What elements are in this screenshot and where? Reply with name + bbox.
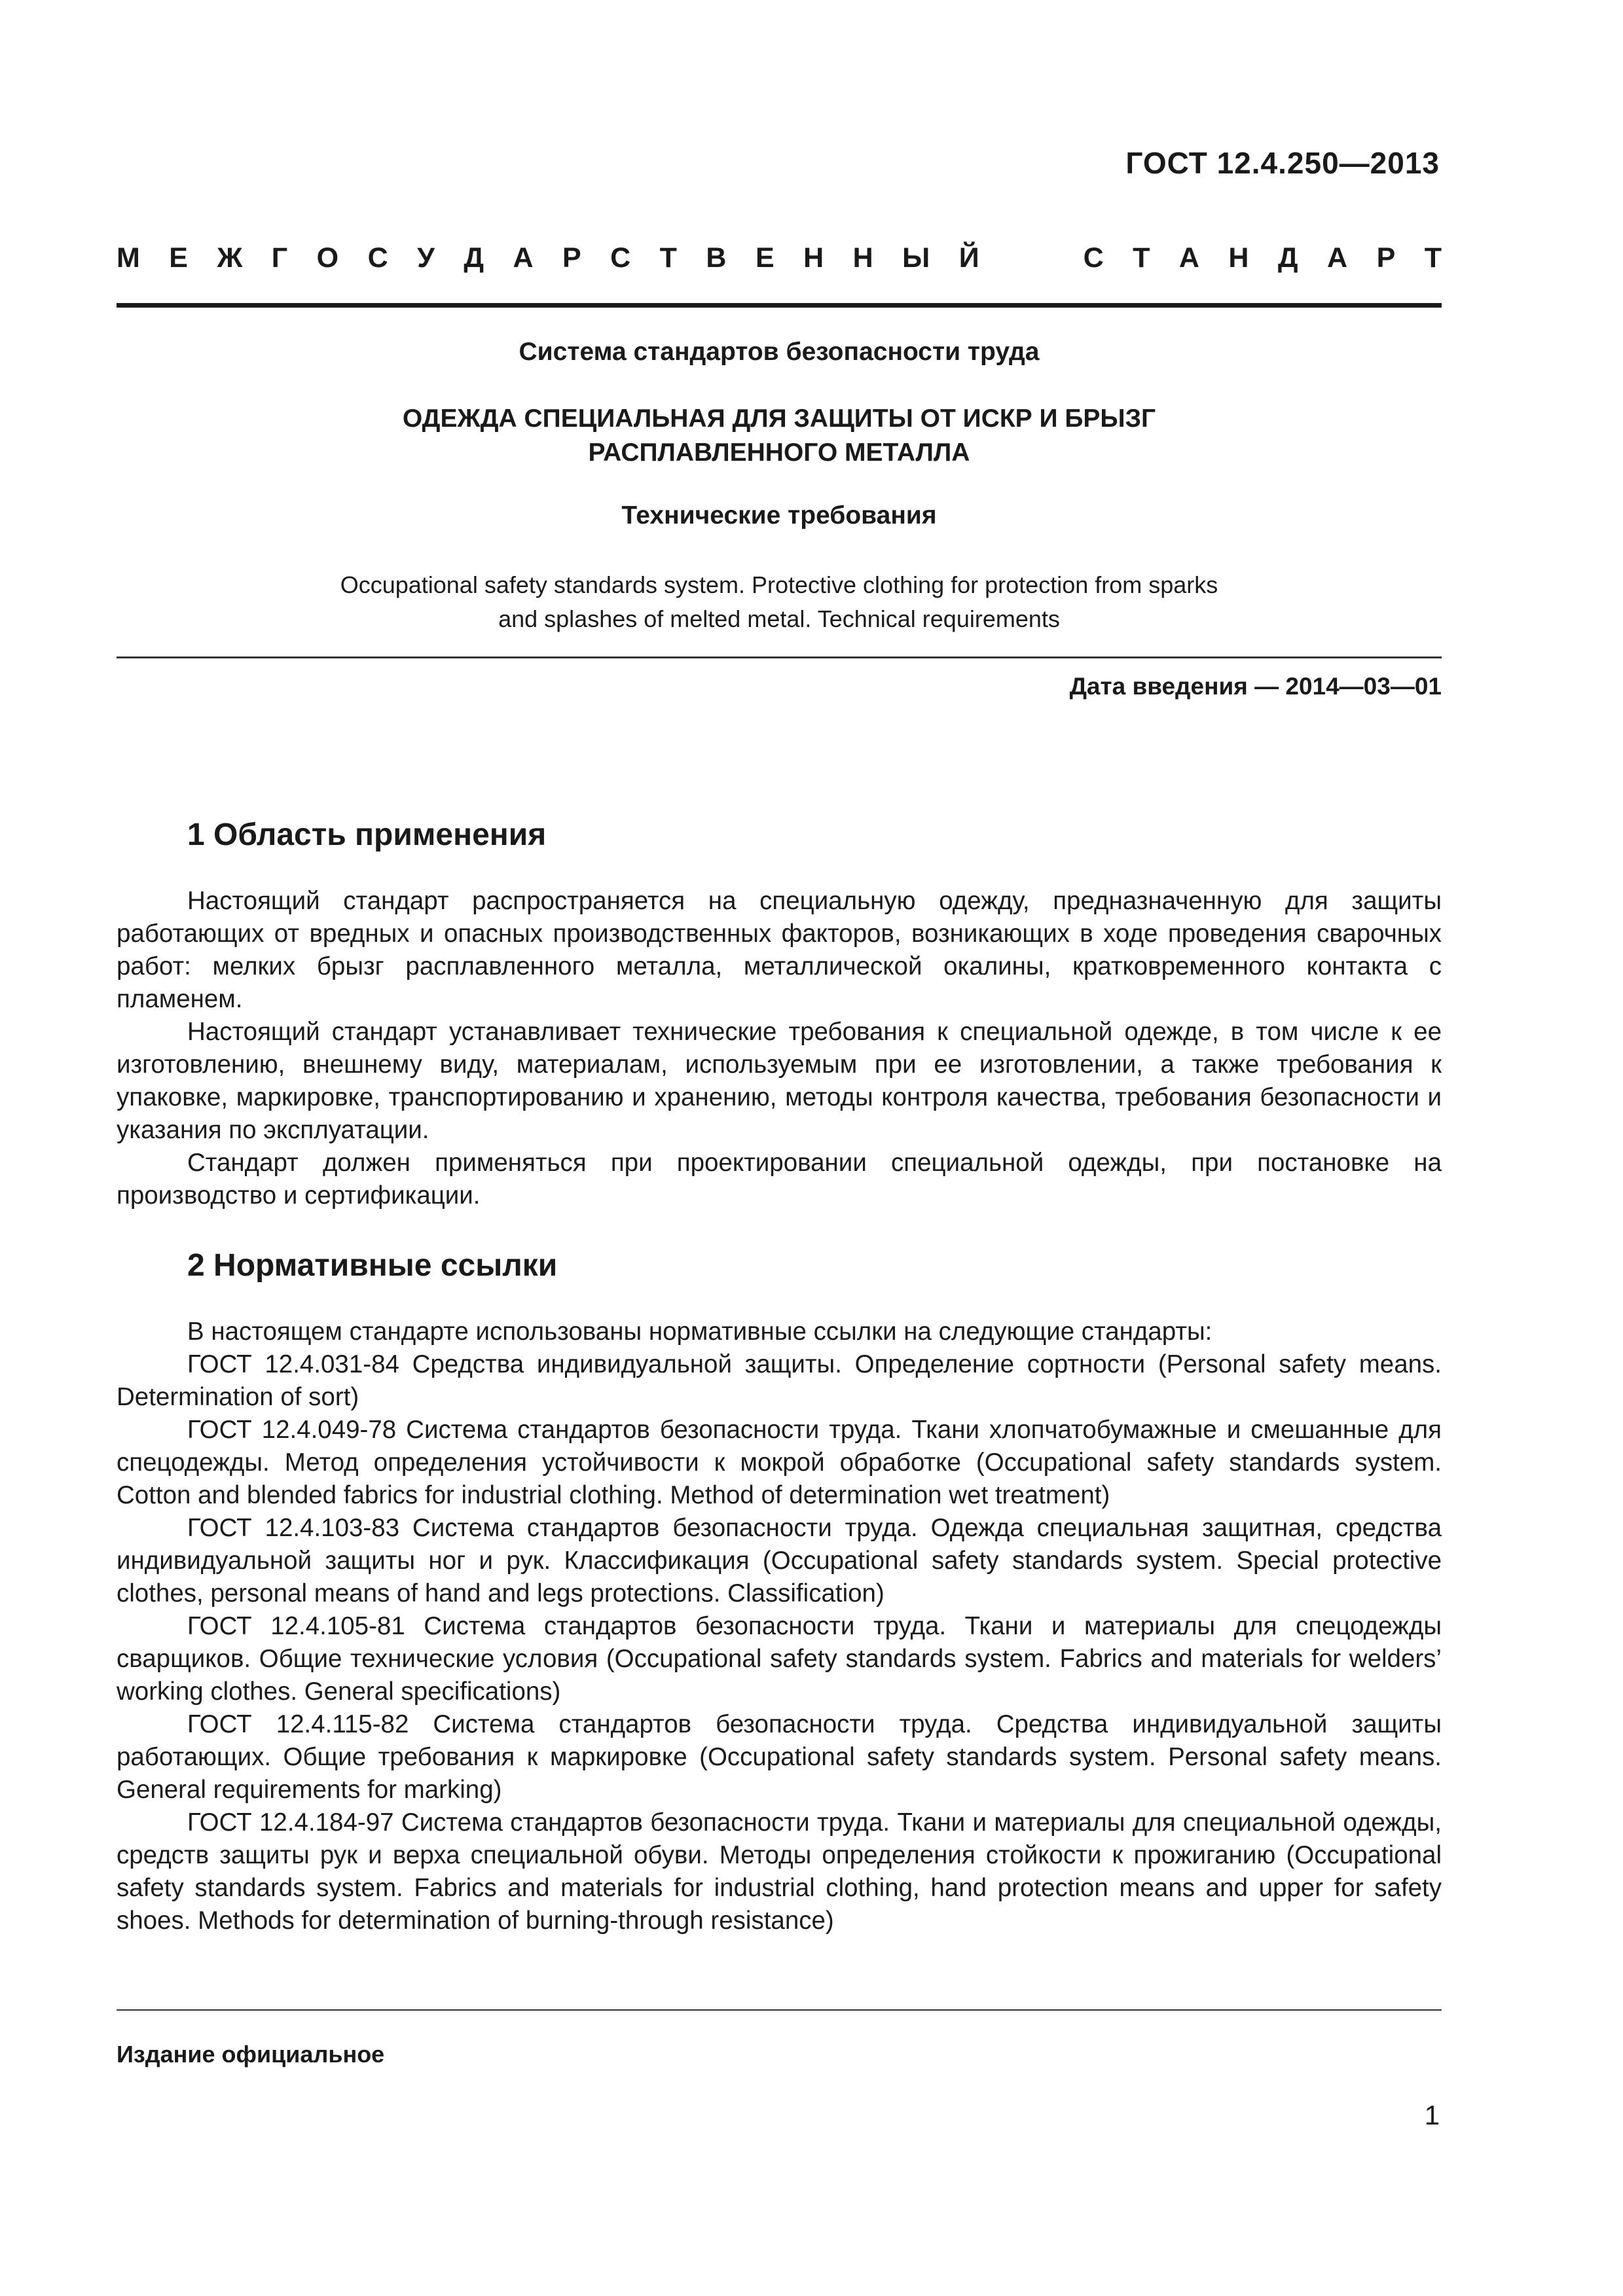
document-subtitle: Технические требования <box>621 501 937 529</box>
section-heading: 2 Нормативные ссылки <box>187 1248 558 1283</box>
title-line: РАСПЛАВЛЕННОГО МЕТАЛЛА <box>588 439 970 467</box>
english-title <box>117 568 1442 636</box>
standard-type-letter: С <box>367 242 388 274</box>
document-number: ГОСТ 12.4.250—2013 <box>1125 146 1440 180</box>
standard-type-letter: Н <box>803 242 824 274</box>
paragraph: В настоящем стандарте использованы нормативные ссылки на следующие стандарты: <box>187 1318 1213 1346</box>
standard-type-letter: В <box>706 242 727 274</box>
standard-type-letter: М <box>117 242 140 274</box>
reference-item: ГОСТ 12.4.031-84 Средства индивидуальной защиты. Определение сортности (Personal safety means. Determination of sort) <box>117 1350 1442 1411</box>
standard-type-letter: Д <box>1277 242 1298 274</box>
standard-type-letter: Т <box>659 242 677 274</box>
standard-type-letter: А <box>1327 242 1348 274</box>
english-title-line: and splashes of melted metal. Technical requirements <box>498 605 1060 632</box>
document-title <box>117 402 1442 470</box>
paragraph: Стандарт должен применяться при проектировании специальной одежды, при постановке на производство и сертификации. <box>117 1149 1442 1210</box>
section-heading: 1 Область применения <box>187 817 547 852</box>
standard-type-heading <box>117 242 1442 274</box>
section-body <box>117 885 1442 1212</box>
title-line: ОДЕЖДА СПЕЦИАЛЬНАЯ ДЛЯ ЗАЩИТЫ ОТ ИСКР И БРЫЗГ <box>402 404 1156 433</box>
standard-type-letter: Т <box>1424 242 1442 274</box>
standard-type-letter: А <box>513 242 534 274</box>
standard-type-letter: У <box>417 242 435 274</box>
standard-type-letter: Н <box>852 242 873 274</box>
title-divider <box>117 656 1442 658</box>
standard-type-letter: С <box>1083 242 1104 274</box>
word-gap <box>1008 242 1054 274</box>
paragraph: Настоящий стандарт устанавливает технические требования к специальной одежде, в том числе к ее изготовлению, внешнему виду, материалам, используемым при ее изготовлении, а также требования к упаковке, маркировке, транспортированию и хранению, методы контроля качества, требования безопасности и указания по эксплуатации. <box>117 1018 1442 1144</box>
english-title-line: Occupational safety standards system. Protective clothing for protection from sparks <box>340 571 1218 598</box>
reference-item: ГОСТ 12.4.115-82 Система стандартов безопасности труда. Средства индивидуальной защиты работающих. Общие требования к маркировке (Occupational safety standards system. Personal safety means. General requirements for marking) <box>117 1710 1442 1804</box>
reference-item: ГОСТ 12.4.105-81 Система стандартов безопасности труда. Ткани и материалы для спецодежды сварщиков. Общие технические условия (Occupational safety standards system. Fabrics and materials for welders’ working clothes. General specifications) <box>117 1612 1442 1706</box>
standard-type-letter: А <box>1178 242 1199 274</box>
standard-type-letter: С <box>610 242 631 274</box>
section-body <box>117 1316 1442 1937</box>
introduction-date: Дата введения — 2014—03—01 <box>1069 673 1442 700</box>
reference-item: ГОСТ 12.4.103-83 Система стандартов безопасности труда. Одежда специальная защитная, средства индивидуальной защиты ног и рук. Классификация (Occupational safety standards system. Special protective clothes, personal means of hand and legs protections. Classification) <box>117 1514 1442 1607</box>
standard-type-letter: Ж <box>217 242 243 274</box>
reference-item: ГОСТ 12.4.184-97 Система стандартов безопасности труда. Ткани и материалы для специальной одежды, средств защиты рук и верха специальной обуви. Методы определения стойкости к прожиганию (Occupational safety standards system. Fabrics and materials for industrial clothing, hand protection means and upper for safety shoes. Methods for determination of burning-through resistance) <box>117 1808 1442 1935</box>
official-edition-note: Издание официальное <box>117 2041 385 2068</box>
header-divider <box>117 303 1442 308</box>
standard-type-letter: Р <box>1376 242 1396 274</box>
reference-item: ГОСТ 12.4.049-78 Система стандартов безопасности труда. Ткани хлопчатобумажные и смешанные для спецодежды. Метод определения устойчивости к мокрой обработке (Occupational safety standards system. Cotton and blended fabrics for industrial clothing. Method of determination wet treatment) <box>117 1416 1442 1509</box>
footer-divider <box>117 2009 1442 2011</box>
standard-type-letter: Е <box>169 242 188 274</box>
standard-type-letter: Е <box>755 242 775 274</box>
standard-type-letter: Р <box>562 242 581 274</box>
standard-type-letter: Й <box>958 242 979 274</box>
paragraph: Настоящий стандарт распространяется на специальную одежду, предназначенную для защиты работающих от вредных и опасных производственных факторов, возникающих в ходе проведения сварочных работ: мелких брызг расплавленного металла, металлической окалины, кратковременного контакта с пламенем. <box>117 887 1442 1013</box>
standard-type-letter: Ы <box>902 242 930 274</box>
standard-type-letter: О <box>316 242 339 274</box>
standard-type-letter: Д <box>464 242 484 274</box>
standard-type-letter: Н <box>1228 242 1249 274</box>
standard-type-letter: Г <box>271 242 288 274</box>
page-number: 1 <box>1424 2100 1440 2130</box>
standard-type-letter: Т <box>1133 242 1150 274</box>
standard-series: Система стандартов безопасности труда <box>519 338 1040 366</box>
